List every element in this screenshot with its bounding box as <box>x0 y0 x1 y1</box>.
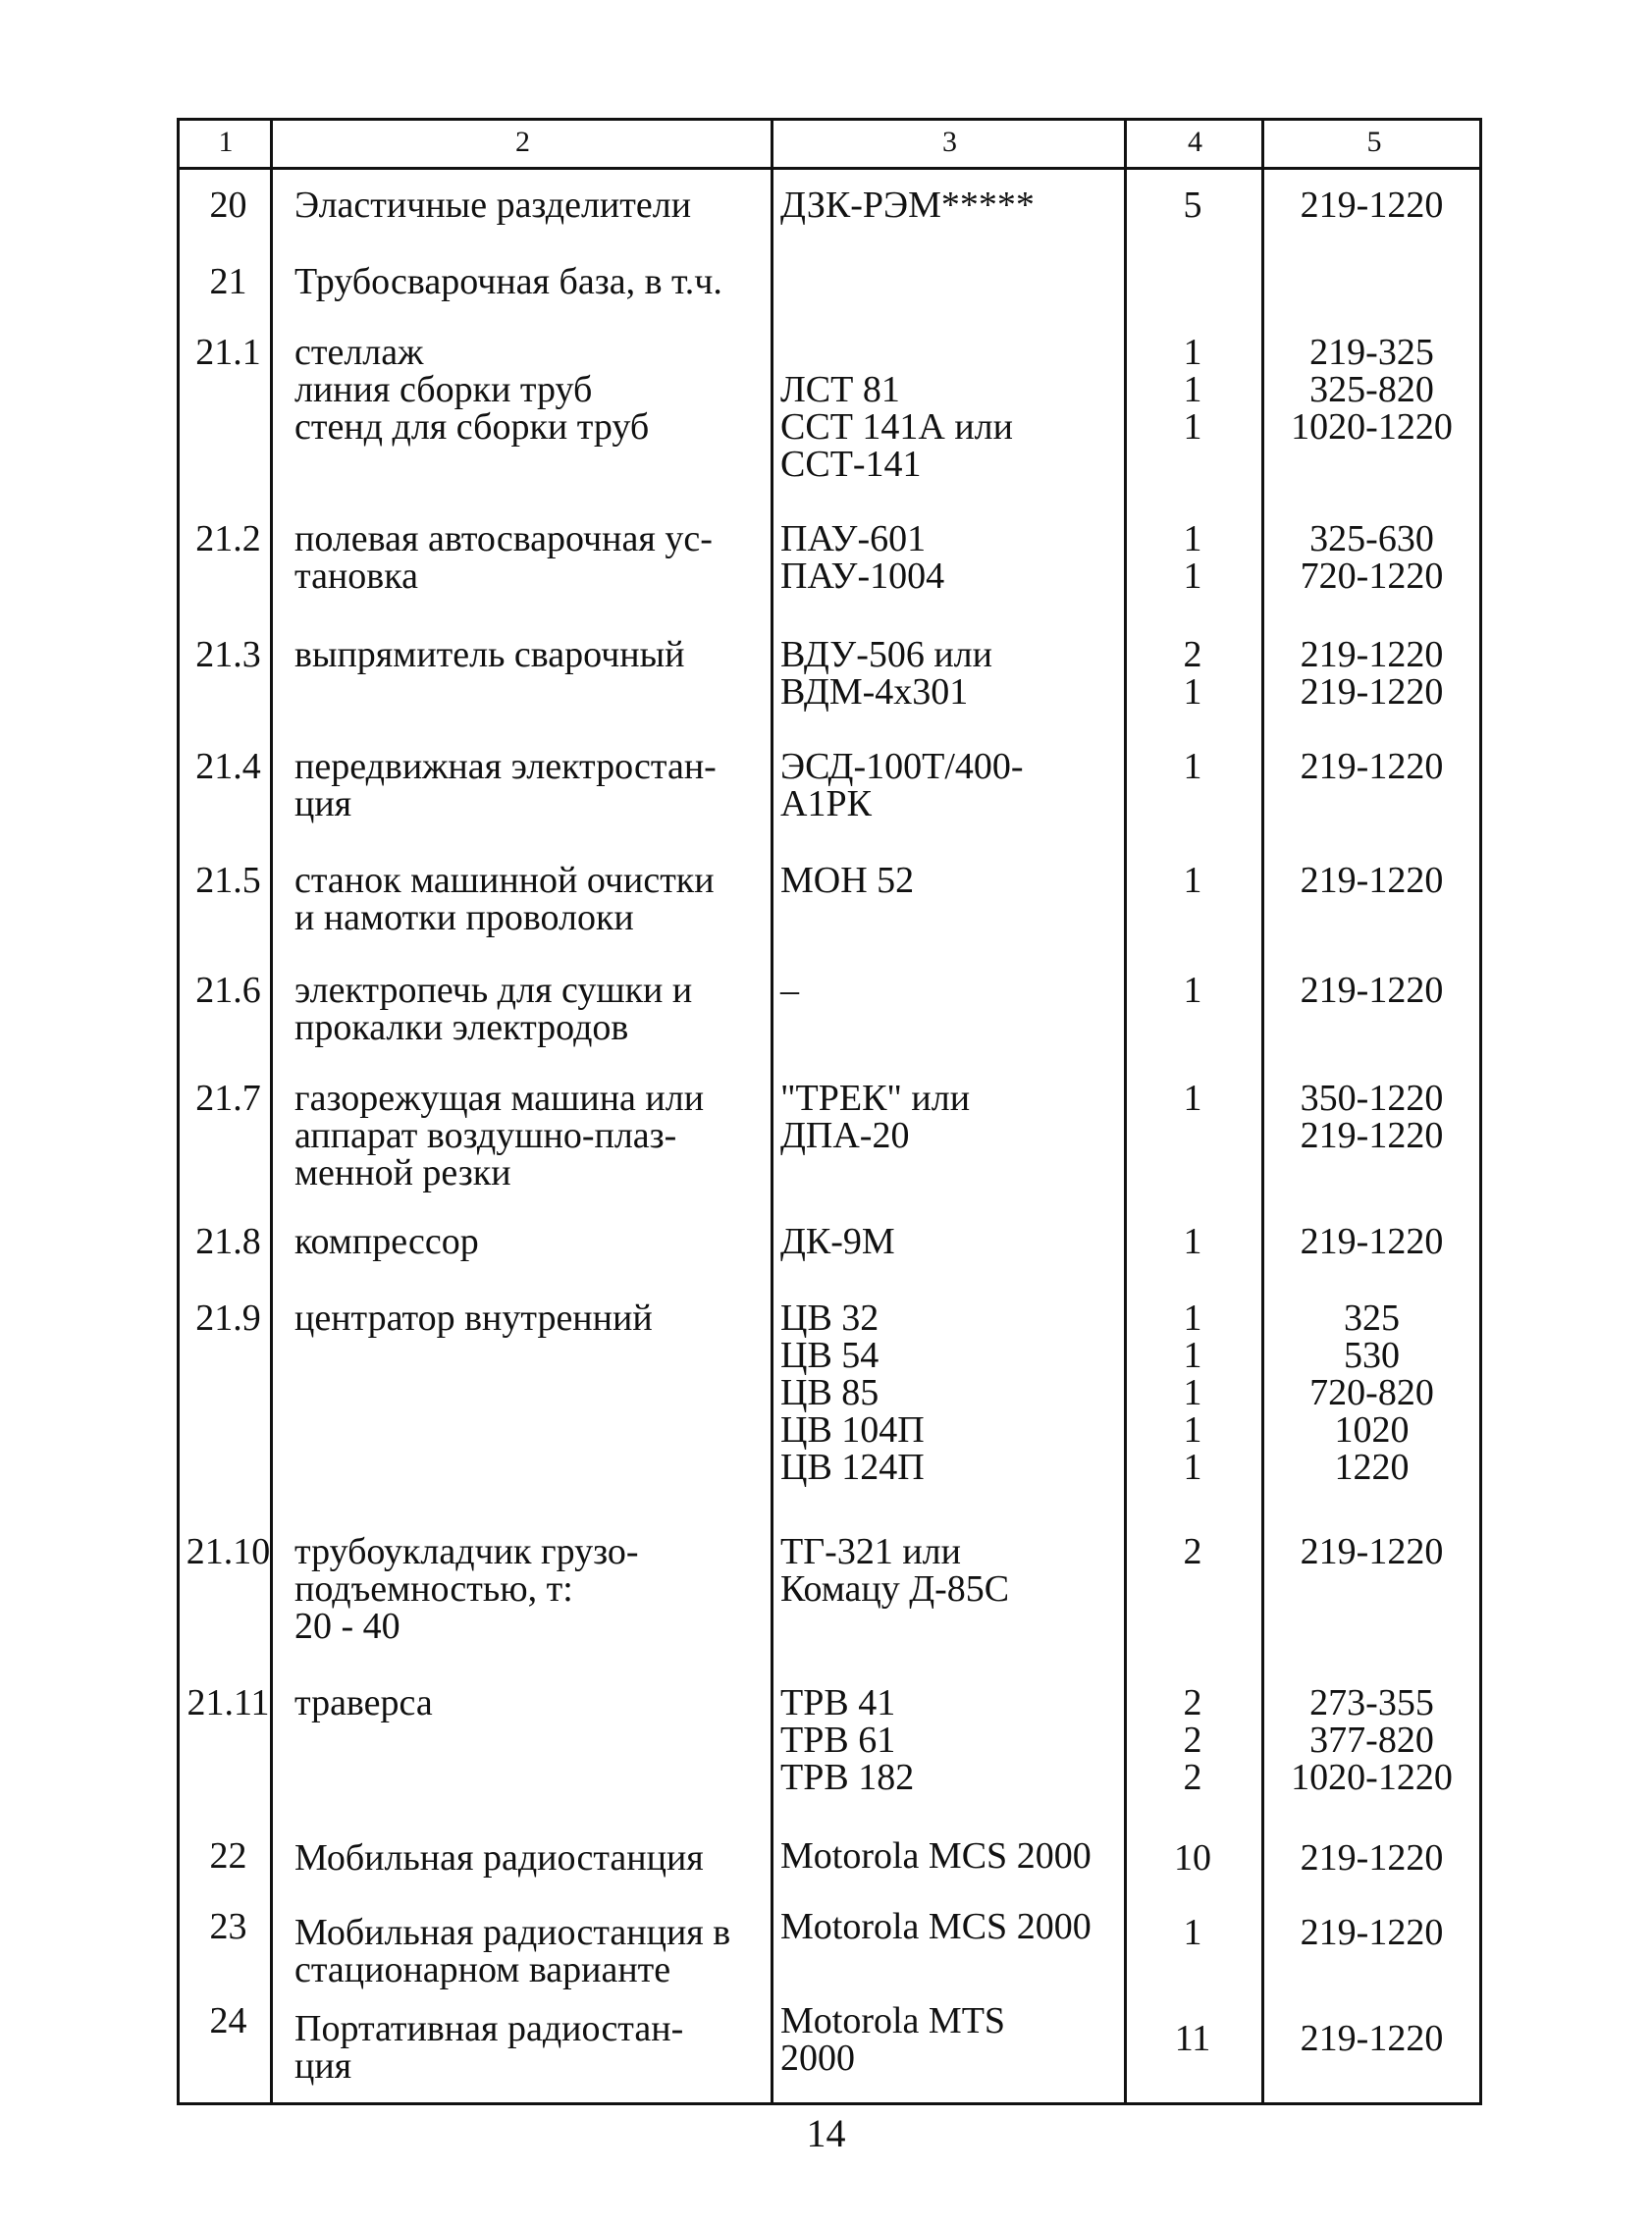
row-diameter: 219-1220 <box>1300 2018 1444 2059</box>
row-name: Мобильная радиостанция <box>294 1837 704 1879</box>
row-diameter: 219-1220 <box>1300 1531 1444 1572</box>
row-diameter: 350-1220 219-1220 <box>1300 1078 1444 1156</box>
row-type: ПАУ-601 ПАУ-1004 <box>780 518 945 597</box>
row-type: Motorola MCS 2000 <box>780 1906 1092 1947</box>
row-diameter: 219-1220 <box>1300 1837 1444 1879</box>
row-name: станок машинной очистки и намотки проволоки <box>294 860 715 938</box>
row-qty: 2 1 <box>1183 634 1202 713</box>
row-number: 21 <box>209 261 247 302</box>
row-number: 21.2 <box>195 518 261 559</box>
row-type: Motorola MCS 2000 <box>780 1835 1092 1877</box>
row-diameter: 219-1220 <box>1300 970 1444 1011</box>
row-type: ЭСД-100Т/400- А1РК <box>780 746 1024 824</box>
row-name: центратор внутренний <box>294 1298 653 1339</box>
row-qty: 1 <box>1183 1221 1202 1262</box>
row-type: ТРВ 41 ТРВ 61 ТРВ 182 <box>780 1682 915 1798</box>
row-number: 21.5 <box>195 860 261 901</box>
row-diameter: 273-355 377-820 1020-1220 <box>1291 1682 1453 1798</box>
header-col-3: 3 <box>942 126 957 158</box>
row-diameter: 219-325 325-820 1020-1220 <box>1291 332 1453 448</box>
row-number: 21.6 <box>195 970 261 1011</box>
row-number: 22 <box>209 1835 247 1877</box>
row-name: Эластичные разделители <box>294 185 692 226</box>
row-name: трубоукладчик грузо- подъемностью, т: 20 - 40 <box>294 1531 639 1647</box>
row-name: стеллаж линия сборки труб стенд для сборки труб <box>294 332 650 448</box>
row-qty: 1 <box>1183 1912 1202 1953</box>
column-divider <box>771 118 773 2105</box>
row-type: ВДУ-506 или ВДМ-4х301 <box>780 634 992 713</box>
row-name: полевая автосварочная ус- тановка <box>294 518 713 597</box>
header-col-5: 5 <box>1366 126 1382 158</box>
row-name: Трубосварочная база, в т.ч. <box>294 261 722 302</box>
header-col-4: 4 <box>1188 126 1202 158</box>
row-type: Motorola MTS 2000 <box>780 2000 1006 2079</box>
row-diameter: 325 530 720-820 1020 1220 <box>1309 1298 1434 1488</box>
row-type: ЦВ 32 ЦВ 54 ЦВ 85 ЦВ 104П ЦВ 124П <box>780 1298 925 1488</box>
row-name: выпрямитель сварочный <box>294 634 685 675</box>
row-qty: 5 <box>1183 185 1202 226</box>
row-type: – <box>780 970 799 1011</box>
row-type: ТГ-321 или Комацу Д-85С <box>780 1531 1010 1610</box>
row-name: траверса <box>294 1682 433 1723</box>
row-diameter: 219-1220 219-1220 <box>1300 634 1444 713</box>
row-qty: 1 1 1 1 1 <box>1183 1298 1202 1488</box>
row-diameter: 219-1220 <box>1300 746 1444 787</box>
row-qty: 11 <box>1174 2018 1211 2059</box>
row-number: 21.4 <box>195 746 261 787</box>
row-type: "ТРЕК" или ДПА-20 <box>780 1078 971 1156</box>
row-qty: 2 <box>1183 1531 1202 1572</box>
row-name: газорежущая машина или аппарат воздушно-плаз- менной резки <box>294 1078 705 1193</box>
row-qty: 10 <box>1174 1837 1211 1879</box>
row-qty: 2 2 2 <box>1183 1682 1202 1798</box>
row-number: 21.11 <box>187 1682 270 1723</box>
row-qty: 1 <box>1183 970 1202 1011</box>
row-type: МОН 52 <box>780 860 915 901</box>
row-type: ЛСТ 81 ССТ 141А или ССТ-141 <box>780 369 1013 485</box>
header-col-2: 2 <box>515 126 530 158</box>
row-number: 21.9 <box>195 1298 261 1339</box>
row-diameter: 219-1220 <box>1300 1221 1444 1262</box>
row-diameter: 325-630 720-1220 <box>1300 518 1444 597</box>
row-number: 23 <box>209 1906 247 1947</box>
row-number: 24 <box>209 2000 247 2041</box>
row-number: 21.8 <box>195 1221 261 1262</box>
row-type: ДЗК-РЭМ***** <box>780 185 1035 226</box>
row-qty: 1 <box>1183 746 1202 787</box>
row-type: ДК-9М <box>780 1221 895 1262</box>
row-qty: 1 <box>1183 1078 1202 1119</box>
row-name: Портативная радиостан- ция <box>294 2008 684 2087</box>
row-diameter: 219-1220 <box>1300 1912 1444 1953</box>
page-number: 14 <box>806 2111 846 2155</box>
row-number: 21.10 <box>186 1531 271 1572</box>
row-name: компрессор <box>294 1221 479 1262</box>
row-diameter: 219-1220 <box>1300 185 1444 226</box>
row-name: передвижная электростан- ция <box>294 746 717 824</box>
row-number: 21.3 <box>195 634 261 675</box>
row-name: электропечь для сушки и прокалки электродов <box>294 970 693 1048</box>
header-col-1: 1 <box>218 126 234 158</box>
column-divider <box>1261 118 1264 2105</box>
row-number: 21.1 <box>195 332 261 373</box>
row-name: Мобильная радиостанция в стационарном варианте <box>294 1912 731 1990</box>
row-number: 20 <box>209 185 247 226</box>
row-diameter: 219-1220 <box>1300 860 1444 901</box>
row-qty: 1 1 <box>1183 518 1202 597</box>
row-qty: 1 1 1 <box>1183 332 1202 448</box>
header-divider <box>177 167 1482 170</box>
row-qty: 1 <box>1183 860 1202 901</box>
column-divider <box>1124 118 1127 2105</box>
row-number: 21.7 <box>195 1078 261 1119</box>
